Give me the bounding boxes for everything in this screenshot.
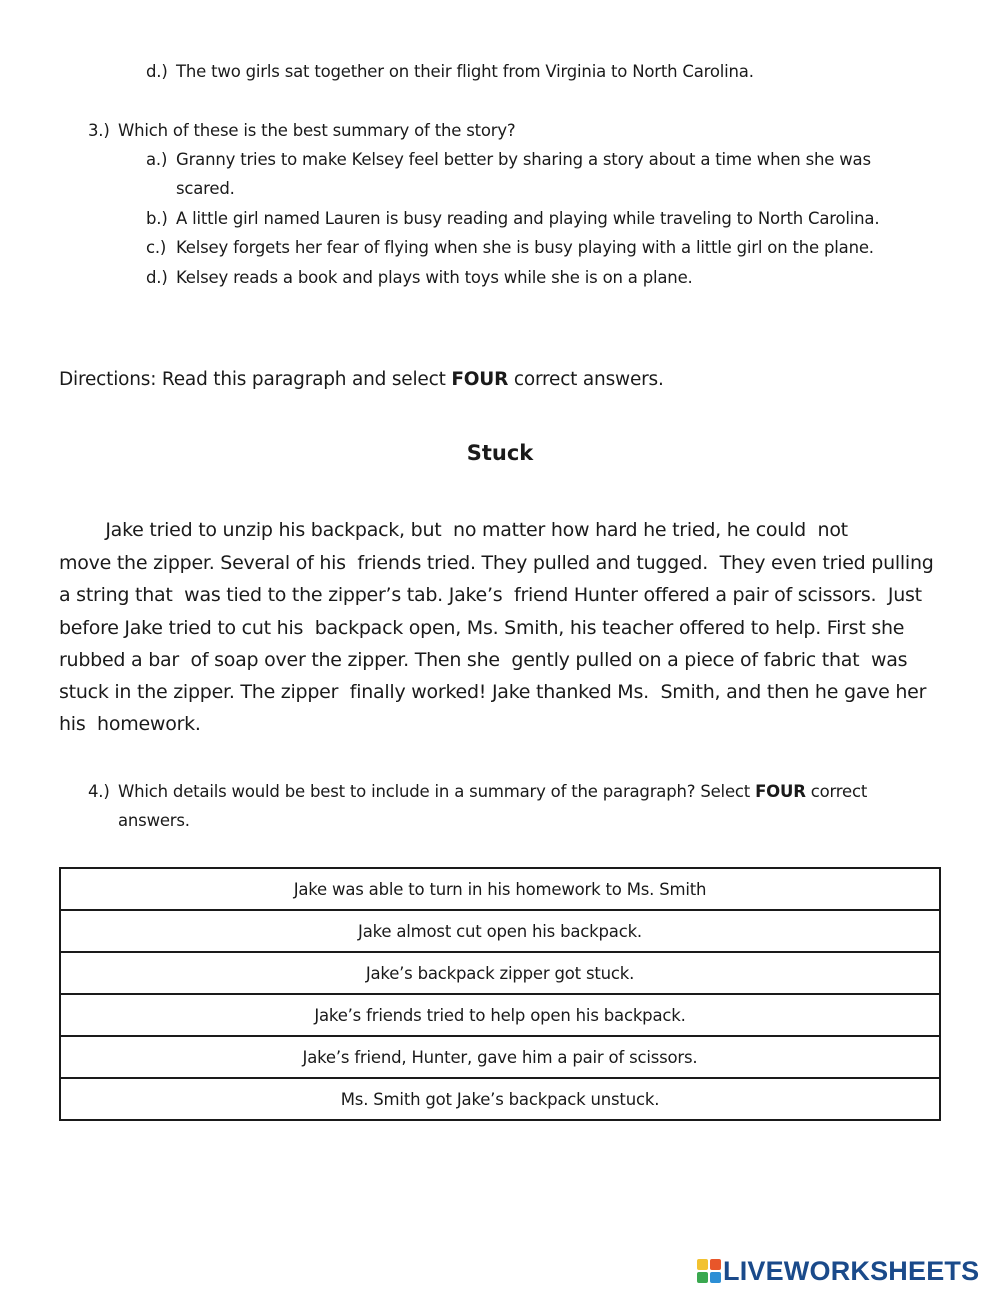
q3-option-a-continued [176,179,235,199]
option-marker: c.) [146,238,167,257]
logo-tile [697,1272,708,1283]
logo-tile [697,1259,708,1270]
option-marker: d.) [146,62,168,81]
option-marker: a.) [146,150,168,169]
story-line: Jake tried to unzip his backpack, but no matter how hard he tried, he could not [59,519,848,541]
option-text: Kelsey forgets her fear of flying when she is busy playing with a little girl on the plane. [176,238,874,257]
q3-option-b[interactable] [146,209,879,229]
question-text: Which details would be best to include in a summary of the paragraph? Select [118,782,756,801]
q4-prompt-continued [118,811,190,831]
directions-text: Directions: Read this paragraph and select [59,369,452,390]
logo-text: LIVEWORKSHEETS [723,1255,980,1286]
question-text-end: correct [805,782,868,801]
answer-choice[interactable]: Jake’s friends tried to help open his backpack. [60,994,940,1036]
directions-text-end: correct answers. [508,369,664,390]
option-text: Granny tries to make Kelsey feel better by sharing a story about a time when she was [176,150,871,169]
answer-choice[interactable]: Ms. Smith got Jake’s backpack unstuck. [60,1078,940,1120]
story-title: Stuck [466,441,534,465]
story-line: move the zipper. Several of his friends tried. They pulled and tugged. They even tried pulling [59,552,934,574]
story-line: rubbed a bar of soap over the zipper. Then she gently pulled on a piece of fabric that was [59,649,908,671]
logo-blocks-icon [697,1259,721,1283]
question-emphasis: FOUR [755,782,806,801]
option-text: A little girl named Lauren is busy reading and playing while traveling to North Carolina. [176,209,880,228]
option-marker: d.) [146,268,168,287]
q2-option-d[interactable] [146,62,754,82]
q4-prompt [88,782,867,802]
q3-option-d[interactable] [146,268,693,288]
option-text: Kelsey reads a book and plays with toys while she is on a plane. [176,268,693,287]
story-line: stuck in the zipper. The zipper finally worked! Jake thanked Ms. Smith, and then he gave her [59,681,927,703]
answer-choices-table [59,867,941,1121]
directions [59,368,664,392]
option-text-continued: scared. [176,179,235,198]
option-marker: b.) [146,209,168,228]
story-line: a string that was tied to the zipper’s tab. Jake’s friend Hunter offered a pair of scissors. Just [59,584,922,606]
question-number: 4.) [88,782,110,801]
liveworksheets-logo [697,1256,979,1286]
directions-emphasis: FOUR [451,369,509,390]
q3-prompt [88,121,515,141]
answer-choice[interactable]: Jake almost cut open his backpack. [60,910,940,952]
logo-tile [710,1259,721,1270]
answer-choice[interactable]: Jake was able to turn in his homework to Ms. Smith [60,868,940,910]
answer-choice[interactable]: Jake’s backpack zipper got stuck. [60,952,940,994]
story-line: before Jake tried to cut his backpack open, Ms. Smith, his teacher offered to help. First she [59,617,905,639]
option-text: The two girls sat together on their flight from Virginia to North Carolina. [176,62,754,81]
question-text-continued: answers. [118,811,190,830]
story-line: his homework. [59,713,201,735]
answer-choice[interactable]: Jake’s friend, Hunter, gave him a pair of scissors. [60,1036,940,1078]
question-number: 3.) [88,121,110,140]
q3-option-c[interactable] [146,238,874,258]
question-text: Which of these is the best summary of the story? [118,121,516,140]
q3-option-a[interactable] [146,150,871,170]
logo-tile [710,1272,721,1283]
